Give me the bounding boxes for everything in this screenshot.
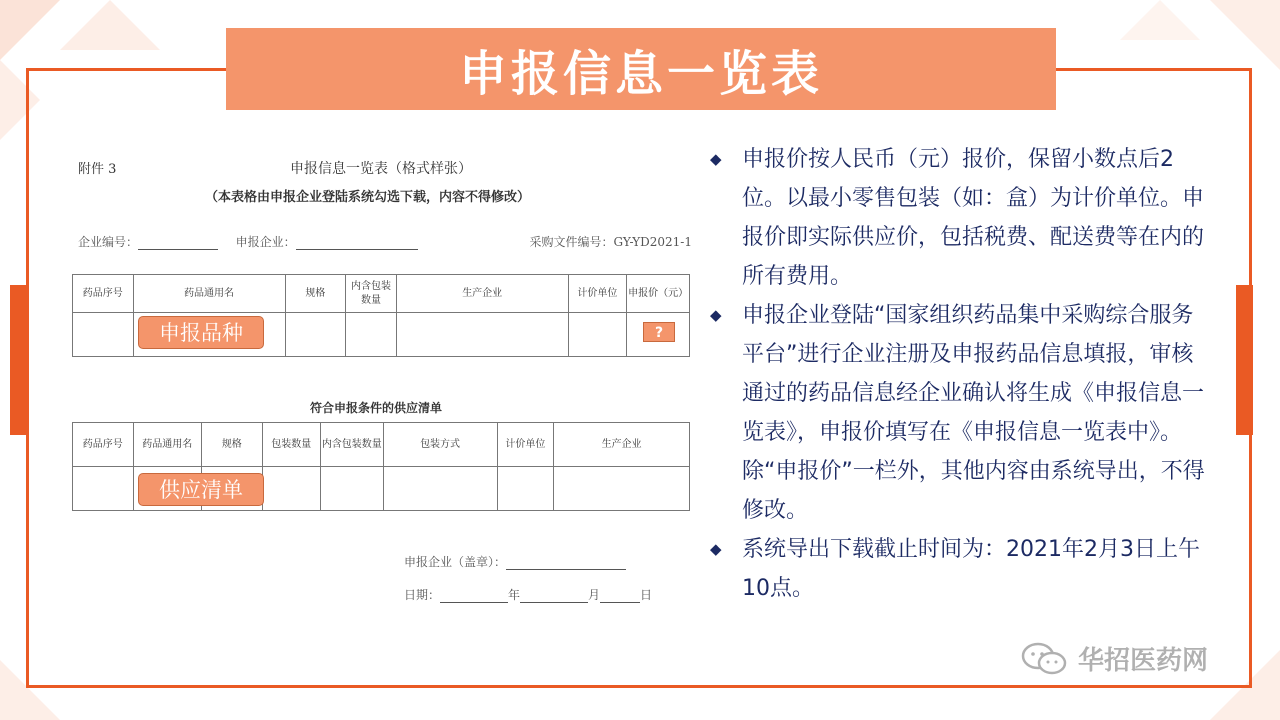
bullet-text: 申报价按人民币（元）报价，保留小数点后2位。以最小零售包装（如：盒）为计价单位。申报价即实际供应价，包括税费、配送费等在内的所有费用。 — [742, 147, 1205, 289]
bullet-item — [708, 530, 1208, 608]
t2-cell — [554, 467, 690, 511]
date-day-label: 日 — [640, 588, 653, 602]
price-question-mark: ? — [643, 322, 675, 342]
watermark — [1020, 640, 1208, 677]
diamond-bullet-icon: ◆ — [710, 150, 722, 168]
t1-cell — [396, 313, 568, 357]
bullet-text: 申报企业登陆“国家组织药品集中采购综合服务平台”进行企业注册及申报药品信息填报，审核通过的药品信息经企业确认将生成《申报信息一览表》，申报价填写在《申报信息一览表中》。除“申报价”一栏外，其他内容由系统导出，不得修改。 — [742, 303, 1205, 523]
t1-header: 内含包装数量 — [346, 275, 397, 313]
wechat-icon — [1020, 642, 1068, 676]
date-day-line — [600, 590, 640, 603]
right-side-tab — [1236, 285, 1253, 435]
t1-header: 计价单位 — [568, 275, 627, 313]
decor-triangle-4 — [1210, 0, 1280, 70]
sign-date-label: 日期： — [404, 588, 441, 602]
date-year-label: 年 — [508, 588, 521, 602]
date-month-line — [520, 590, 588, 603]
bullet-item — [708, 140, 1208, 296]
doc-subtitle: （本表格由申报企业登陆系统勾选下载，内容不得修改） — [205, 190, 531, 205]
field-doc-no: 采购文件编号：GY-YD2021-1 — [529, 235, 692, 249]
left-side-tab — [10, 285, 27, 435]
t2-header: 计价单位 — [497, 423, 554, 467]
doc-title: 申报信息一览表（格式样张） — [290, 161, 472, 177]
sign-company-row — [404, 553, 626, 570]
t1-header: 药品通用名 — [133, 275, 285, 313]
decor-triangle-1 — [0, 0, 60, 60]
doc-attachment-label: 附件 3 — [78, 162, 117, 177]
bullet-item — [708, 296, 1208, 530]
bullet-list — [708, 140, 1208, 608]
t2-header: 包装方式 — [383, 423, 497, 467]
t1-cell — [285, 313, 346, 357]
supply-list-title: 符合申报条件的供应清单 — [310, 401, 443, 415]
field-company-line — [296, 237, 418, 250]
t2-header: 生产企业 — [554, 423, 690, 467]
decor-triangle-2 — [60, 0, 160, 50]
t2-header: 包装数量 — [262, 423, 321, 467]
sign-date-row — [404, 586, 652, 603]
t1-header: 规格 — [285, 275, 346, 313]
diamond-bullet-icon: ◆ — [710, 306, 722, 324]
doc-fields-row — [78, 233, 692, 250]
t2-header: 药品序号 — [73, 423, 134, 467]
t2-cell — [321, 467, 384, 511]
t1-cell — [73, 313, 134, 357]
bullet-text: 系统导出下载截止时间为：2021年2月3日上午10点。 — [742, 537, 1200, 601]
field-company-no-label: 企业编号： — [78, 235, 139, 249]
declared-variety-tag: 申报品种 — [138, 316, 264, 349]
t2-header: 内含包装数量 — [321, 423, 384, 467]
sign-company-line — [506, 557, 626, 570]
t2-cell — [497, 467, 554, 511]
date-month-label: 月 — [588, 588, 601, 602]
t2-header: 药品通用名 — [133, 423, 201, 467]
page-title: 申报信息一览表 — [226, 28, 1056, 110]
sign-company-label: 申报企业（盖章）： — [404, 555, 507, 569]
field-company-label: 申报企业： — [235, 235, 296, 249]
document-sample — [70, 150, 700, 620]
t1-header: 申报价（元） — [627, 275, 690, 313]
t1-cell — [346, 313, 397, 357]
t2-header: 规格 — [201, 423, 262, 467]
date-year-line — [440, 590, 508, 603]
supply-list-tag: 供应清单 — [138, 473, 264, 506]
watermark-text: 华招医药网 — [1078, 646, 1209, 676]
t1-header: 生产企业 — [396, 275, 568, 313]
field-company-no-line — [138, 237, 218, 250]
t2-cell — [383, 467, 497, 511]
t1-cell — [568, 313, 627, 357]
diamond-bullet-icon: ◆ — [710, 540, 722, 558]
t2-cell — [73, 467, 134, 511]
t2-cell — [262, 467, 321, 511]
decor-triangle-5 — [1120, 0, 1200, 40]
t1-header: 药品序号 — [73, 275, 134, 313]
